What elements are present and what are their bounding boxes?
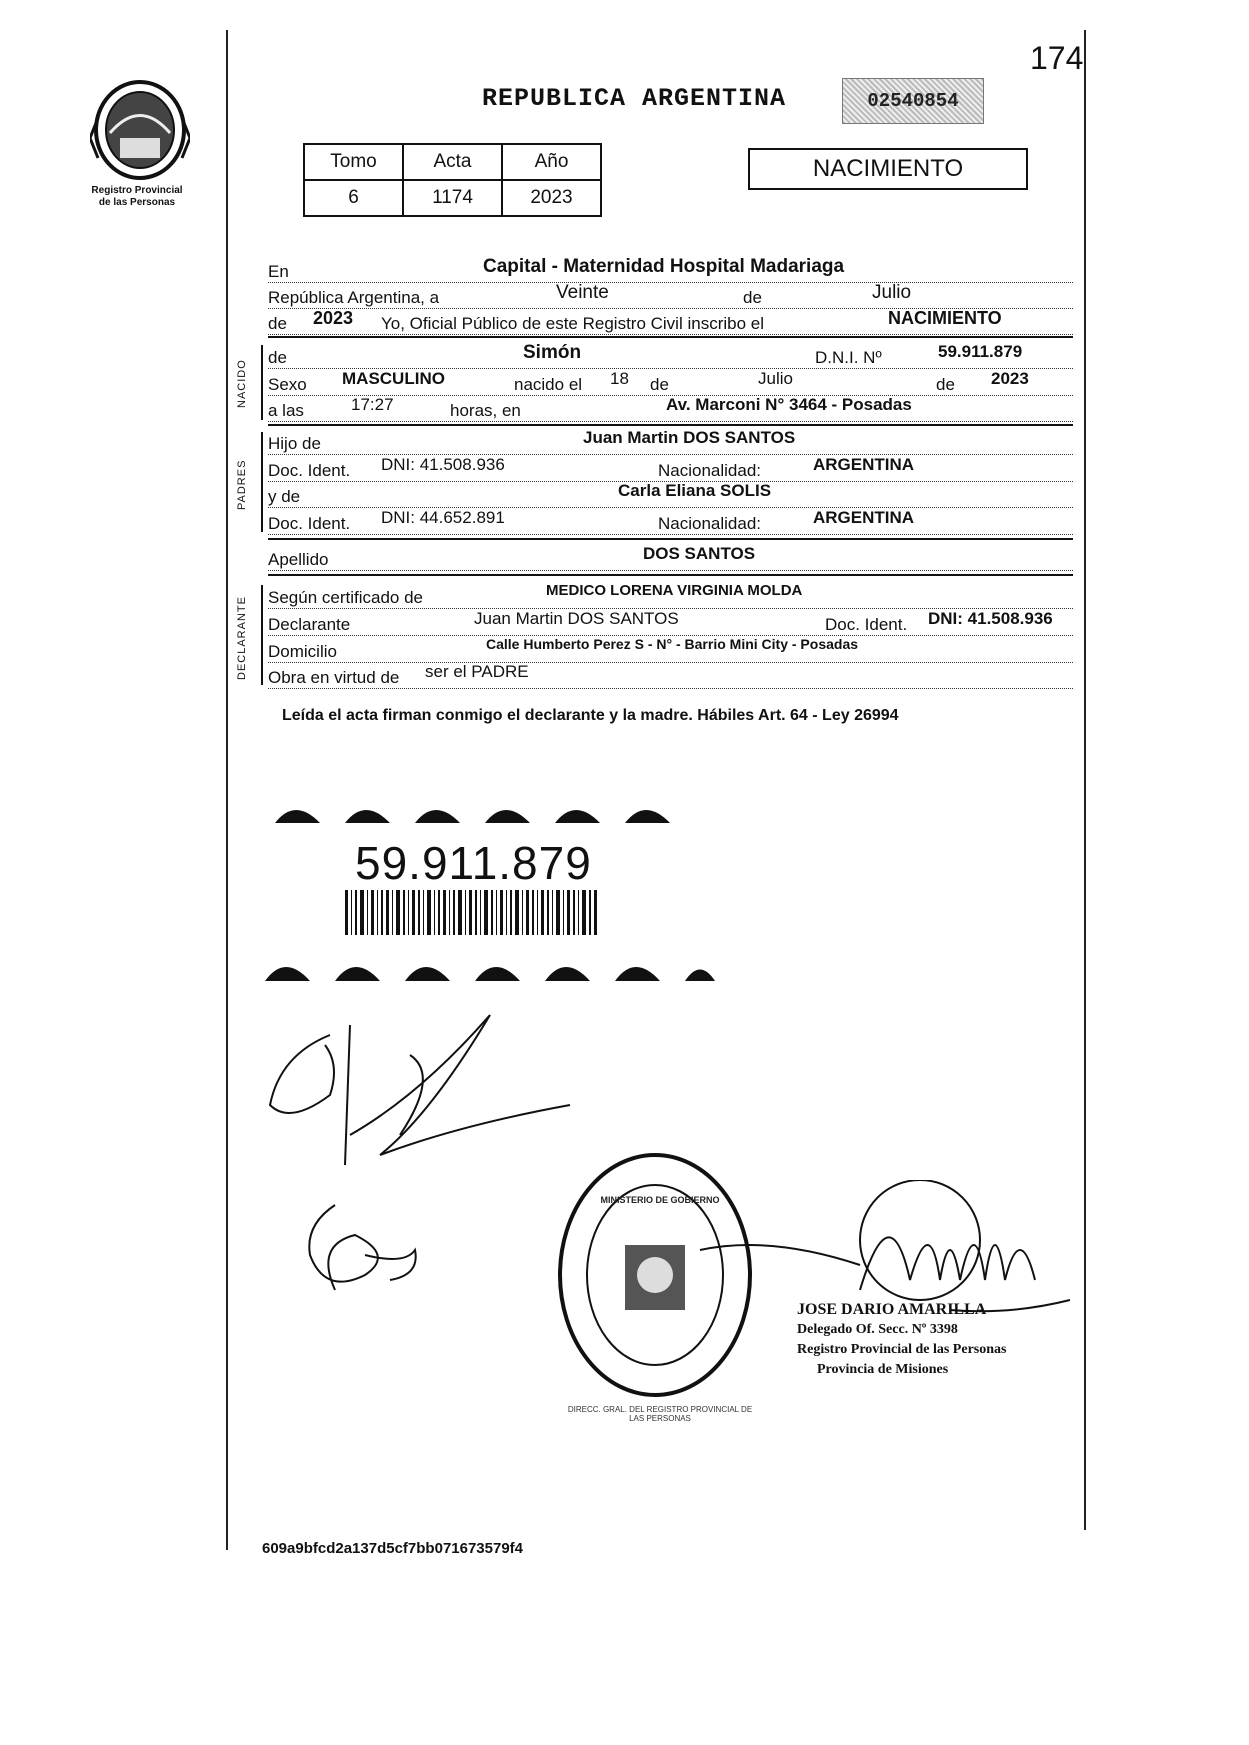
capacity-value: ser el PADRE [425, 662, 529, 681]
certificate-value: MEDICO LORENA VIRGINIA MOLDA [546, 582, 803, 599]
declarant-signature [260, 995, 590, 1180]
birth-month-value: Julio [758, 369, 793, 388]
registry-table [303, 143, 602, 217]
page-number: 174 [1030, 40, 1084, 76]
dom-label: Domicilio [268, 642, 337, 661]
surname-value: DOS SANTOS [643, 544, 756, 563]
doc1-label: Doc. Ident. [268, 461, 351, 480]
mother-nationality-value: ARGENTINA [813, 508, 915, 527]
row-mother [268, 481, 1073, 508]
dni-label: D.N.I. Nº [815, 348, 882, 367]
en-label: En [268, 262, 289, 281]
dni-barcode [345, 890, 600, 935]
section-divider [268, 574, 1073, 576]
tomo-header: Tomo [304, 144, 403, 180]
section-divider [268, 336, 1073, 338]
de5-label: de [936, 375, 955, 394]
coat-of-arms-logo [90, 78, 190, 183]
mother-doc-value: DNI: 44.652.891 [381, 508, 505, 527]
father-nationality-value: ARGENTINA [813, 455, 915, 474]
document-hash: 609a9bfcd2a137d5cf7bb071673579f4 [262, 1540, 524, 1557]
rep-label: República Argentina, a [268, 288, 440, 307]
yo-label: Yo, Oficial Público de este Registro Civil inscribo el [381, 314, 764, 333]
day-value: Veinte [556, 282, 609, 303]
official-office: Registro Provincial de las Personas [797, 1342, 1007, 1357]
declarante-bar [261, 585, 263, 685]
section-divider [268, 424, 1073, 426]
row-surname [268, 544, 1073, 571]
row-sex [268, 369, 1073, 396]
father-doc-value: DNI: 41.508.936 [381, 455, 505, 474]
year-value: 2023 [313, 308, 354, 328]
sexo-value: MASCULINO [342, 369, 445, 388]
father-value: Juan Martin DOS SANTOS [583, 428, 796, 447]
row-time [268, 395, 1073, 422]
section-divider [268, 538, 1073, 540]
dni-sticker-number: 59.911.879 [355, 837, 592, 889]
row-name [268, 342, 1073, 369]
nac2-label: Nacionalidad: [658, 514, 762, 533]
nac1-label: Nacionalidad: [658, 461, 762, 480]
time-value: 17:27 [351, 395, 394, 414]
seal-ring-text: DIRECC. GRAL. DEL REGISTRO PROVINCIAL DE LAS PERSONAS [567, 1405, 753, 1423]
sexo-label: Sexo [268, 375, 307, 394]
apellido-label: Apellido [268, 550, 329, 569]
nacido-section-label: NACIDO [236, 359, 248, 408]
row-capacity [268, 662, 1073, 689]
address-value: Calle Humberto Perez S - N° - Barrio Mini City - Posadas [486, 636, 859, 652]
declarante-section-label: DECLARANTE [236, 596, 248, 680]
place-value: Capital - Maternidad Hospital Madariaga [483, 256, 845, 277]
inscribo-value: NACIMIENTO [888, 308, 1002, 328]
de2-label: de [268, 314, 287, 333]
seal-inner-text: MINISTERIO DE GOBIERNO [600, 1195, 720, 1205]
hijo-label: Hijo de [268, 434, 321, 453]
row-mother-doc [268, 508, 1073, 535]
decl-label: Declarante [268, 615, 351, 634]
cert-label: Según certificado de [268, 588, 423, 607]
row-date [268, 282, 1073, 309]
de3-label: de [268, 348, 287, 367]
row-declarant [268, 609, 1073, 636]
child-dni-value: 59.911.879 [938, 342, 1023, 361]
legal-text: Leída el acta firman conmigo el declarante y la madre. Hábiles Art. 64 - Ley 26994 [282, 707, 899, 724]
de4-label: de [650, 375, 669, 394]
official-province: Provincia de Misiones [817, 1362, 949, 1377]
ano-value: 2023 [502, 180, 601, 216]
child-name-value: Simón [523, 342, 582, 363]
serial-stamp: 02540854 [842, 78, 984, 124]
row-place [268, 256, 1073, 283]
left-margin-line [226, 30, 228, 1550]
decl-doc-label: Doc. Ident. [825, 615, 908, 634]
birth-year-value: 2023 [991, 369, 1029, 388]
official-block [797, 1300, 1006, 1380]
dni-sticker-bottom-pattern [265, 948, 715, 983]
document-title: REPUBLICA ARGENTINA [482, 84, 787, 113]
nacido-el-label: nacido el [514, 375, 583, 394]
mother-value: Carla Eliana SOLIS [618, 481, 772, 500]
row-father [268, 428, 1073, 455]
a-las-label: a las [268, 401, 304, 420]
acta-header: Acta [403, 144, 502, 180]
acta-value: 1174 [403, 180, 502, 216]
mother-signature [295, 1195, 435, 1305]
padres-section-label: PADRES [236, 459, 248, 510]
logo-caption: Registro Provincial de las Personas [91, 185, 183, 208]
declarant-value: Juan Martin DOS SANTOS [474, 609, 679, 628]
dni-sticker-top-pattern [265, 795, 715, 825]
month-value: Julio [872, 282, 912, 303]
declarant-doc-value: DNI: 41.508.936 [928, 609, 1053, 628]
obra-label: Obra en virtud de [268, 668, 400, 687]
ano-header: Año [502, 144, 601, 180]
tomo-value: 6 [304, 180, 403, 216]
row-inscribo [268, 308, 1073, 335]
yde-label: y de [268, 487, 301, 506]
row-certificate [268, 582, 1073, 609]
record-type-box: NACIMIENTO [748, 148, 1028, 190]
birth-place-value: Av. Marconi N° 3464 - Posadas [666, 395, 912, 414]
birth-day-value: 18 [610, 369, 629, 388]
doc2-label: Doc. Ident. [268, 514, 351, 533]
nacido-bar [261, 345, 263, 420]
row-father-doc [268, 455, 1073, 482]
de-label: de [743, 288, 762, 307]
row-address [268, 636, 1073, 663]
horas-label: horas, en [450, 401, 521, 420]
official-name: JOSE DARIO AMARILLA [797, 1301, 987, 1318]
official-title: Delegado Of. Secc. Nº 3398 [797, 1322, 958, 1337]
padres-bar [261, 432, 263, 532]
